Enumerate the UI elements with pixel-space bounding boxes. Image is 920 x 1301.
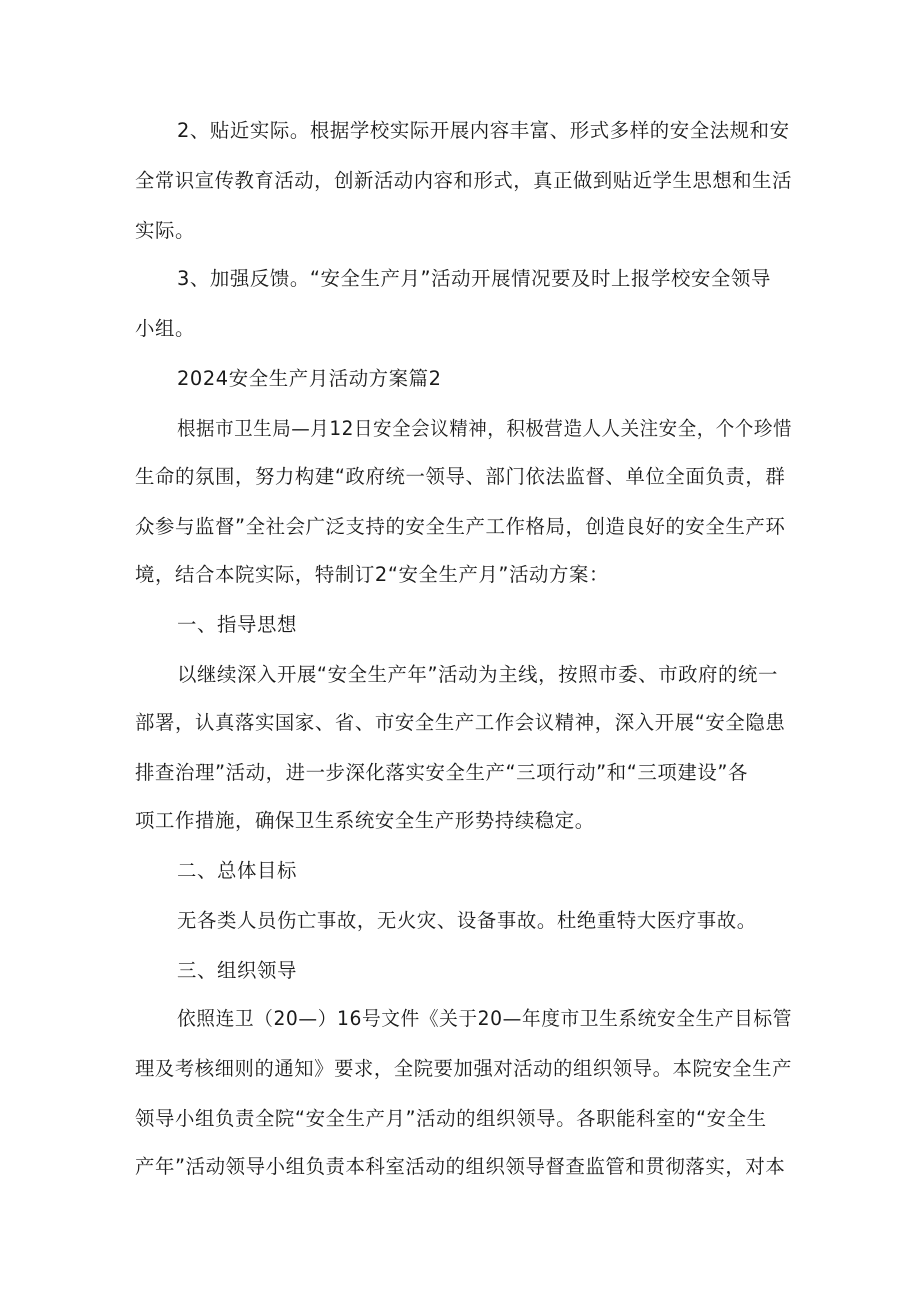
body-text-line: 以继续深入开展“安全生产年”活动为主线，按照市委、市政府的统一 — [177, 663, 779, 686]
body-text-line: 领导小组负责全院“安全生产月”活动的组织领导。各职能科室的“安全生 — [135, 1107, 767, 1130]
body-text-line: 境，结合本院实际，特制订2“安全生产月”活动方案： — [135, 563, 610, 586]
body-text-line: 无各类人员伤亡事故，无火灾、设备事故。杜绝重特大医疗事故。 — [177, 909, 757, 932]
section-heading: 二、总体目标 — [177, 859, 297, 882]
body-text-line: 3、加强反馈。“安全生产月”活动开展情况要及时上报学校安全领导 — [177, 267, 771, 290]
body-text-line: 部署，认真落实国家、省、市安全生产工作会议精神，深入开展“安全隐患 — [135, 711, 786, 734]
body-text-line: 根据市卫生局—月12日安全会议精神，积极营造人人关注安全，个个珍惜 — [177, 417, 792, 440]
body-text-line: 众参与监督”全社会广泛支持的安全生产工作格局，创造良好的安全生产环 — [135, 515, 786, 538]
body-text-line: 依照连卫（20—）16号文件《关于20—年度市卫生系统安全生产目标管 — [177, 1007, 792, 1030]
body-text-line: 项工作措施，确保卫生系统安全生产形势持续稳定。 — [135, 809, 595, 832]
body-text-line: 实际。 — [135, 219, 195, 242]
body-text-line: 产年”活动领导小组负责本科室活动的组织领导督查监管和贯彻落实，对本 — [135, 1155, 786, 1178]
body-text-line: 理及考核细则的通知》要求，全院要加强对活动的组织领导。本院安全生产 — [135, 1057, 792, 1080]
body-text-line: 2、贴近实际。根据学校实际开展内容丰富、形式多样的安全法规和安 — [177, 119, 790, 142]
section-heading: 一、指导思想 — [177, 613, 297, 636]
body-text-line: 全常识宣传教育活动，创新活动内容和形式，真正做到贴近学生思想和生活 — [135, 169, 792, 192]
body-text-line: 小组。 — [135, 317, 195, 340]
body-text-line: 生命的氛围，努力构建“政府统一领导、部门依法监督、单位全面负责，群 — [135, 465, 786, 488]
section-heading: 三、组织领导 — [177, 959, 297, 982]
section-heading: 2024安全生产月活动方案篇2 — [177, 367, 442, 390]
body-text-line: 排查治理”活动，进一步深化落实安全生产“三项行动”和“三项建设”各 — [135, 761, 748, 784]
